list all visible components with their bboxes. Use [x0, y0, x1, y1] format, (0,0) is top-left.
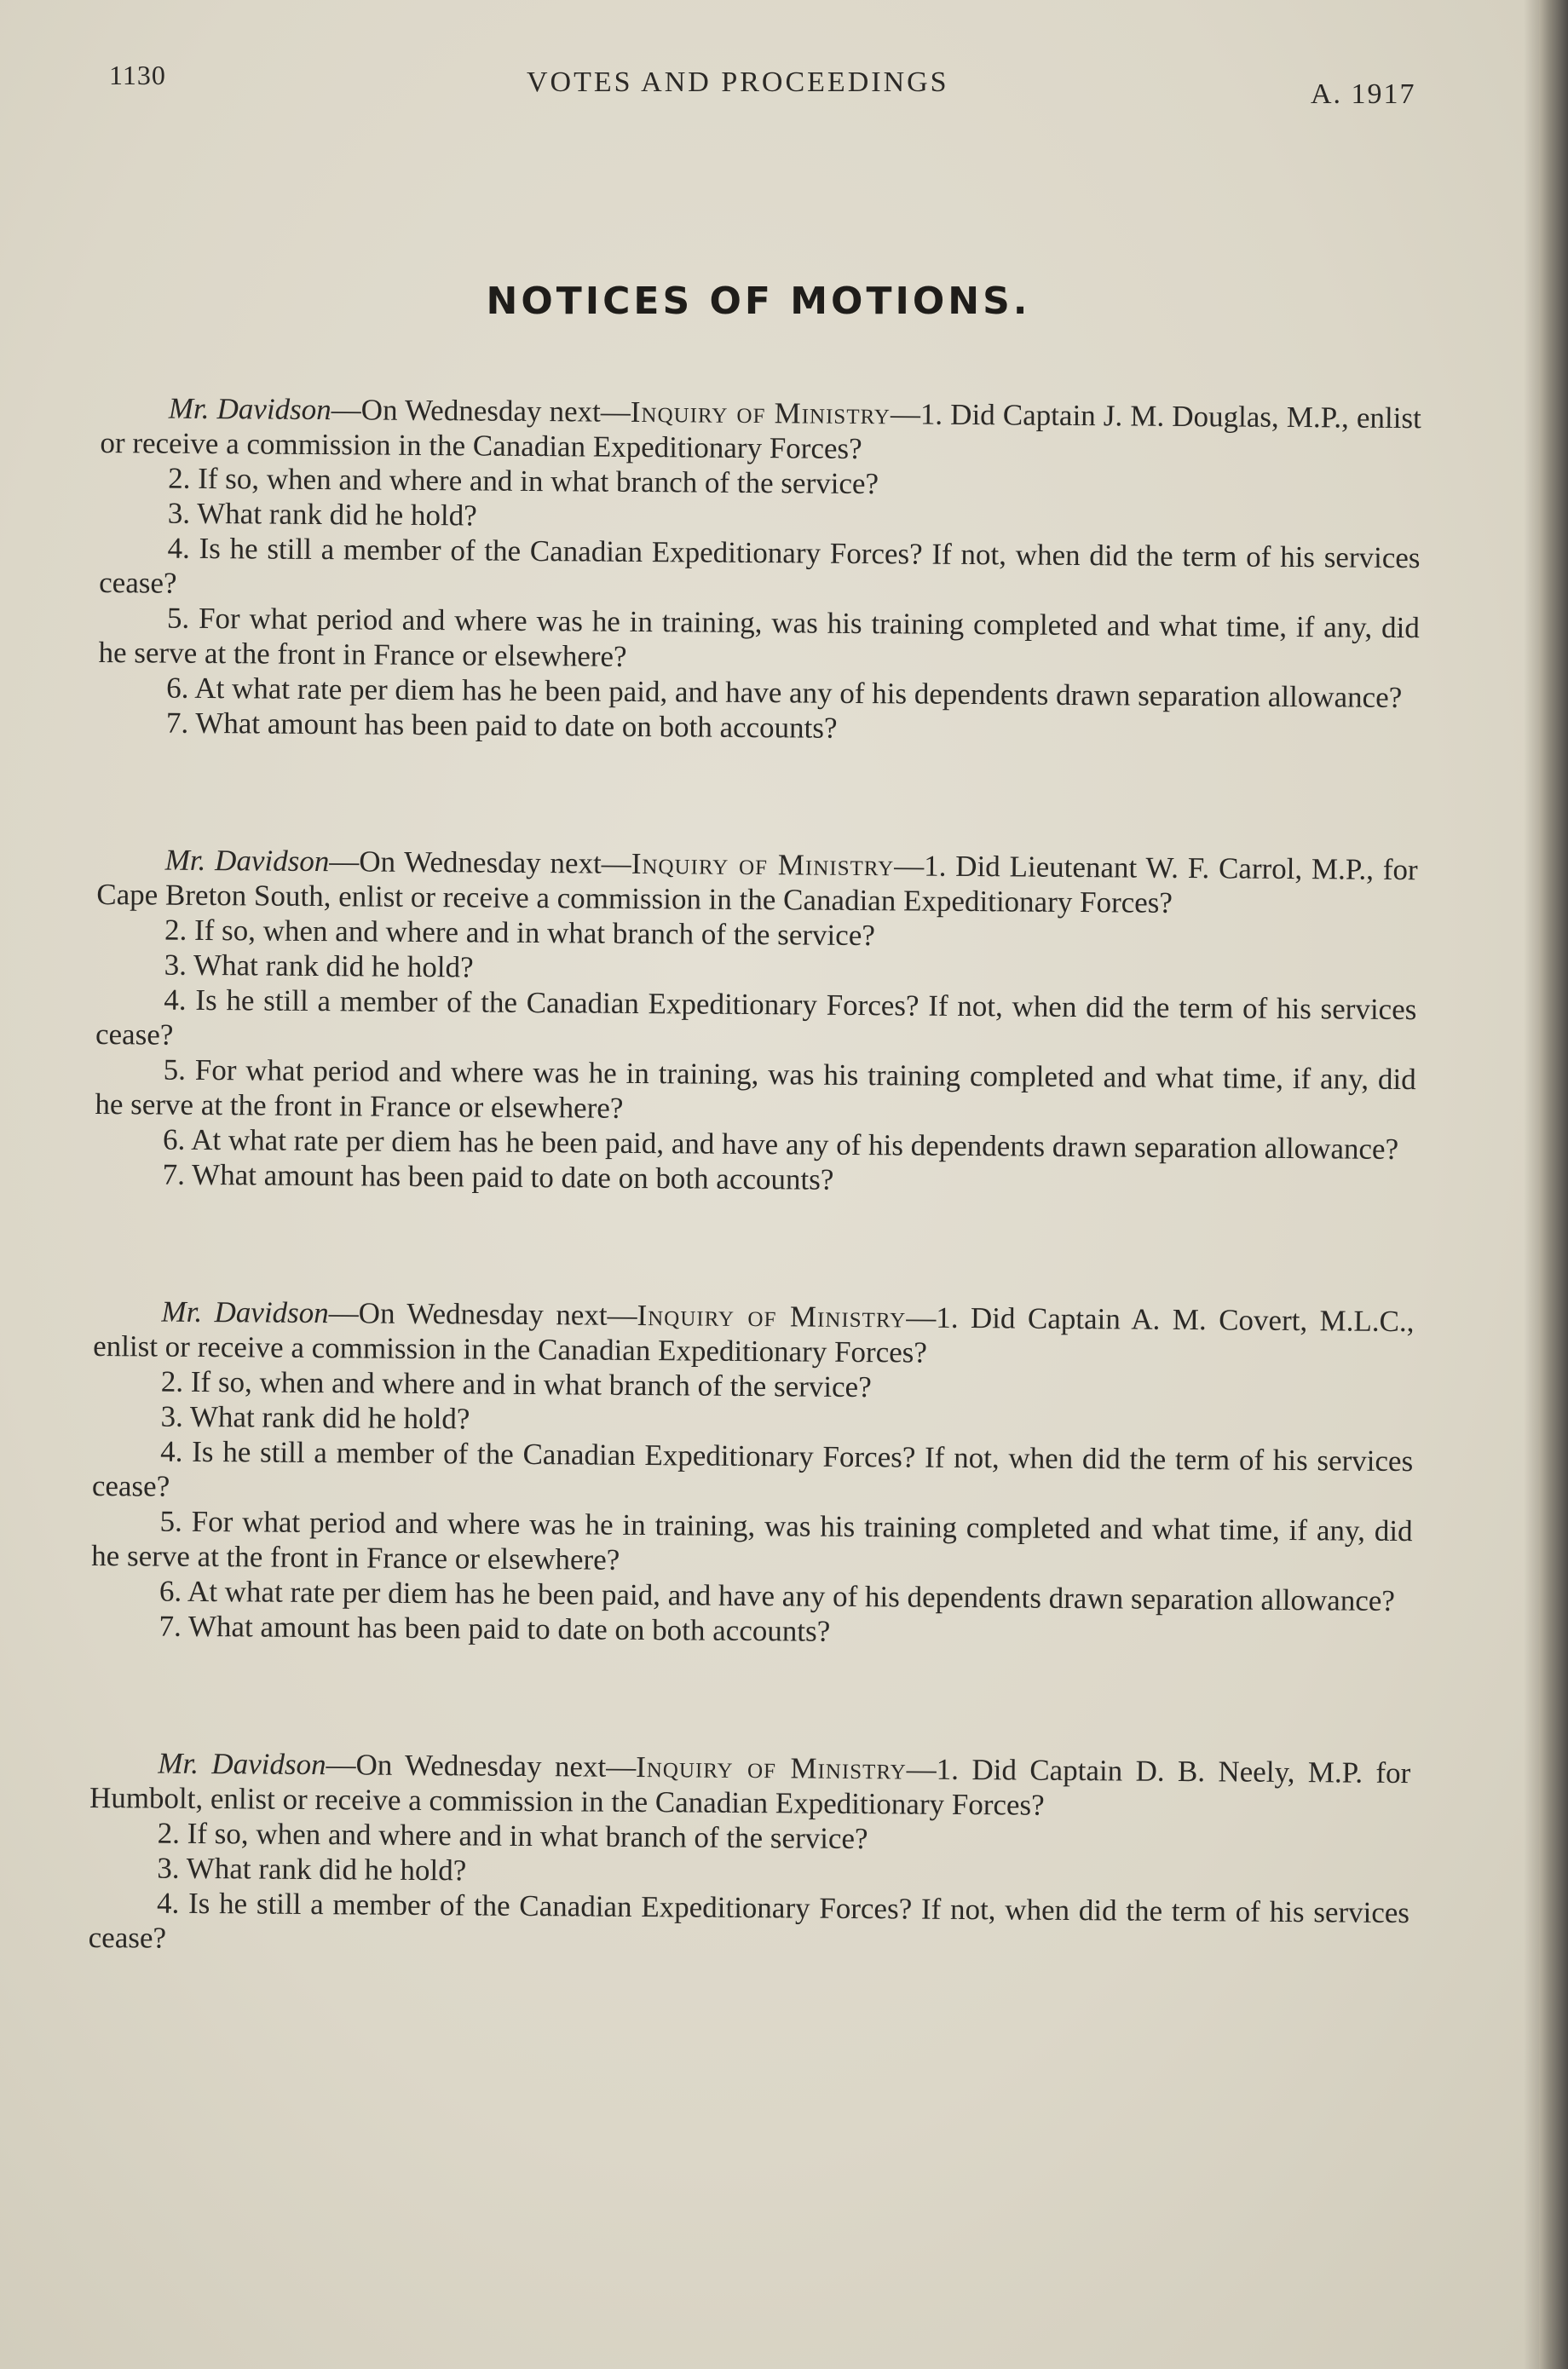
inquiry-label: Inquiry of Ministry	[637, 1298, 907, 1334]
member-name: Mr. Davidson	[168, 391, 331, 427]
question-item: 3. What rank did he hold?	[160, 1399, 470, 1436]
book-binding-edge	[1539, 0, 1568, 2369]
question-item: 5. For what period and where was he in training, was his training completed and what time, if any, did he serve at the front in France or elsewhere?	[98, 601, 1421, 673]
question-item: 6. At what rate per diem has he been paid, and have any of his dependents drawn separation allowance?	[166, 671, 1403, 715]
motion-lead	[96, 842, 1418, 922]
inquiry-label: Inquiry of Ministry	[636, 1749, 907, 1786]
motion-timing: —On Wednesday next—	[326, 1748, 637, 1784]
page-gutter-shadow	[1524, 0, 1539, 2369]
motion-item	[95, 842, 1418, 1202]
question-item: 3. What rank did he hold?	[157, 1851, 467, 1888]
motion-timing: —On Wednesday next—	[331, 393, 631, 429]
inquiry-label: Inquiry of Ministry	[631, 846, 895, 883]
motion-item	[90, 1294, 1414, 1653]
section-heading: NOTICES OF MOTIONS.	[486, 280, 1031, 323]
motions-list	[88, 390, 1421, 2067]
motion-item	[89, 1745, 1411, 1965]
question-item: 2. If so, when and where and in what branch of the service?	[157, 1816, 868, 1856]
question-item: 2. If so, when and where and in what branch of the service?	[164, 913, 876, 953]
question-item: 2. If so, when and where and in what branch of the service?	[168, 461, 879, 501]
question-item: 5. For what period and where was he in training, was his training completed and what time, if any, did he serve at the front in France or elsewhere?	[91, 1504, 1413, 1576]
question-item: 4. Is he still a member of the Canadian Expeditionary Forces? If not, when did the term of his services cease?	[91, 1434, 1414, 1503]
running-head	[109, 60, 1438, 111]
member-name: Mr. Davidson	[161, 1294, 329, 1330]
motion-lead	[100, 390, 1421, 470]
question-item: 6. At what rate per diem has he been paid, and have any of his dependents drawn separation allowance?	[159, 1574, 1396, 1617]
motion-lead	[89, 1745, 1411, 1825]
question-item: 4. Is he still a member of the Canadian Expeditionary Forces? If not, when did the term of his services cease?	[88, 1886, 1410, 1955]
question-item: 6. At what rate per diem has he been paid, and have any of his dependents drawn separation allowance?	[162, 1122, 1399, 1166]
question-item: 3. What rank did he hold?	[167, 496, 477, 533]
motion-timing: —On Wednesday next—	[328, 1296, 637, 1332]
question-item: 7. What amount has been paid to date on both accounts?	[162, 1157, 834, 1196]
first-question: —1. Did Captain J. M. Douglas, M.P., enlist or receive a commission in the Canadian Expeditionary Forces?	[100, 397, 1421, 466]
motion-timing: —On Wednesday next—	[329, 844, 631, 880]
session-year: A. 1917	[1311, 78, 1416, 110]
member-name: Mr. Davidson	[164, 843, 330, 879]
running-title: VOTES AND PROCEEDINGS	[527, 66, 949, 98]
member-name: Mr. Davidson	[158, 1746, 326, 1782]
question-item: 7. What amount has been paid to date on both accounts?	[159, 1609, 831, 1648]
question-item: 5. For what period and where was he in training, was his training completed and what time, if any, did he serve at the front in France or elsewhere?	[95, 1052, 1416, 1125]
first-question: —1. Did Lieutenant W. F. Carrol, M.P., for Cape Breton South, enlist or receive a commission in the Canadian Expeditionary Forces?	[96, 849, 1418, 919]
page-number: 1130	[109, 60, 166, 90]
question-item: 4. Is he still a member of the Canadian Expeditionary Forces? If not, when did the term of his services cease?	[95, 983, 1417, 1052]
question-item: 2. If so, when and where and in what branch of the service?	[160, 1364, 872, 1404]
motion-item	[98, 390, 1421, 750]
question-item: 3. What rank did he hold?	[164, 948, 474, 984]
first-question: —1. Did Captain D. B. Neely, M.P. for Humbolt, enlist or receive a commission in the Canadian Expeditionary Forces?	[89, 1752, 1411, 1822]
question-item: 4. Is he still a member of the Canadian Expeditionary Forces? If not, when did the term of his services cease?	[99, 531, 1421, 600]
first-question: —1. Did Captain A. M. Covert, M.L.C., enlist or receive a commission in the Canadian Expeditionary Forces?	[93, 1300, 1415, 1369]
inquiry-label: Inquiry of Ministry	[630, 395, 891, 431]
question-item: 7. What amount has been paid to date on both accounts?	[165, 706, 838, 745]
motion-lead	[93, 1294, 1415, 1374]
